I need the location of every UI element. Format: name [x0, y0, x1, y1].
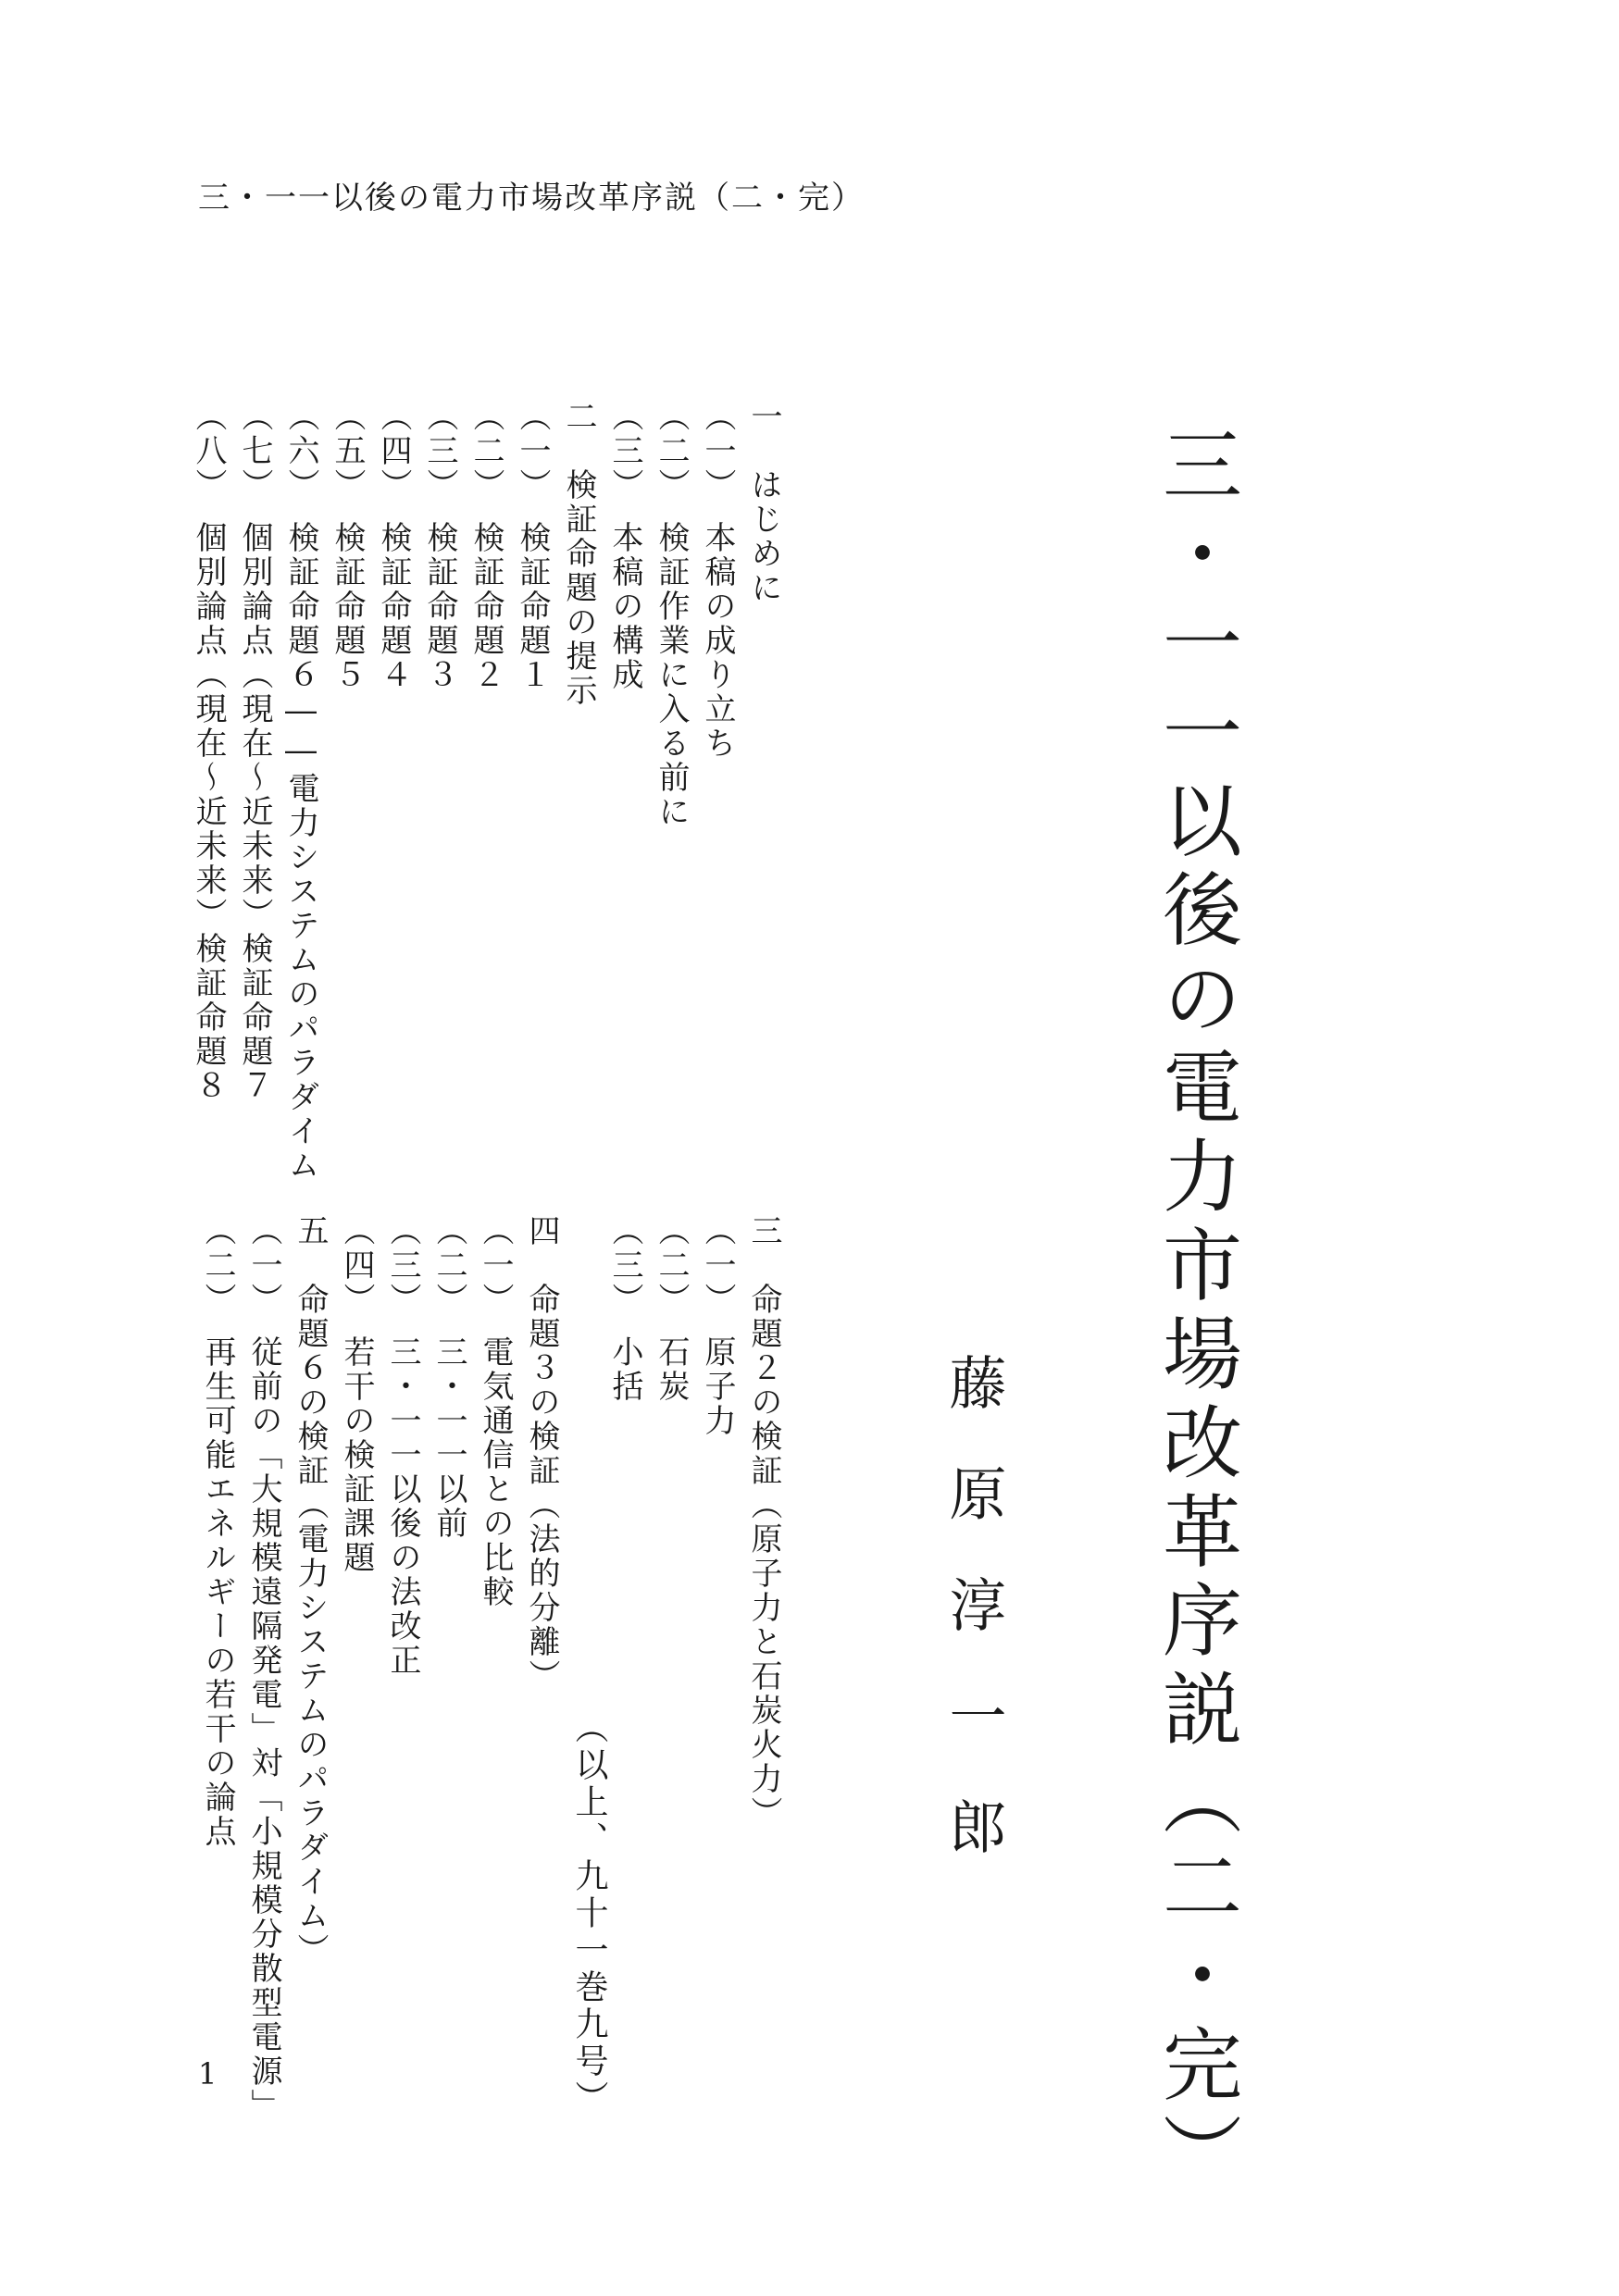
toc-item: （七） 個別論点（現在～近未来）検証命題７ [236, 400, 273, 1103]
page-number: 1 [198, 2056, 218, 2091]
toc-item: （三） 本稿の構成 [606, 400, 643, 692]
continued-note: （以上、九十一巻九号） [570, 1710, 608, 2117]
toc-item: （二） 検証作業に入る前に [653, 400, 690, 829]
toc-item: （二） 検証命題２ [467, 400, 504, 692]
toc-item: （六） 検証命題６――電力システムのパラダイム [282, 400, 319, 1183]
toc-heading: 五 命題６の検証（電力システムのパラダイム） [292, 1214, 329, 1967]
article-title: 三・一一以後の電力市場改革序説（二・完） [1149, 424, 1241, 2201]
toc-item: （一） 従前の「大規模遠隔発電」対「小規模分散型電源」 [245, 1214, 282, 2123]
toc-item: （三） 三・一一以後の法改正 [384, 1214, 421, 1678]
toc-item: （一） 検証命題１ [514, 400, 551, 692]
toc-item: （四） 若干の検証課題 [338, 1214, 375, 1575]
toc-item: （一） 電気通信との比較 [477, 1214, 514, 1609]
toc-heading: 二 検証命題の提示 [560, 400, 597, 708]
toc-item: （三） 検証命題３ [421, 400, 458, 692]
toc-heading: 三 命題２の検証（原子力と石炭火力） [745, 1214, 782, 1831]
toc-item: （二） 再生可能エネルギーの若干の論点 [199, 1214, 236, 1849]
toc-item: （三） 小括 [606, 1214, 643, 1404]
toc-item: （一） 原子力 [699, 1214, 736, 1438]
toc-item: （五） 検証命題５ [329, 400, 366, 692]
toc-heading: 一 はじめに [745, 400, 782, 605]
toc-item: （四） 検証命題４ [375, 400, 412, 692]
running-header: 三・一一以後の電力市場改革序説（二・完） [198, 180, 865, 217]
toc-item: （八） 個別論点（現在～近未来）検証命題８ [190, 400, 227, 1103]
toc-item: （二） 石炭 [653, 1214, 690, 1404]
toc-heading: 四 命題３の検証（法的分離） [523, 1214, 560, 1694]
author-name: 藤原淳一郎 [940, 1353, 1007, 1908]
toc-item: （一） 本稿の成り立ち [699, 400, 736, 761]
toc-item: （二） 三・一一以前 [430, 1214, 467, 1541]
